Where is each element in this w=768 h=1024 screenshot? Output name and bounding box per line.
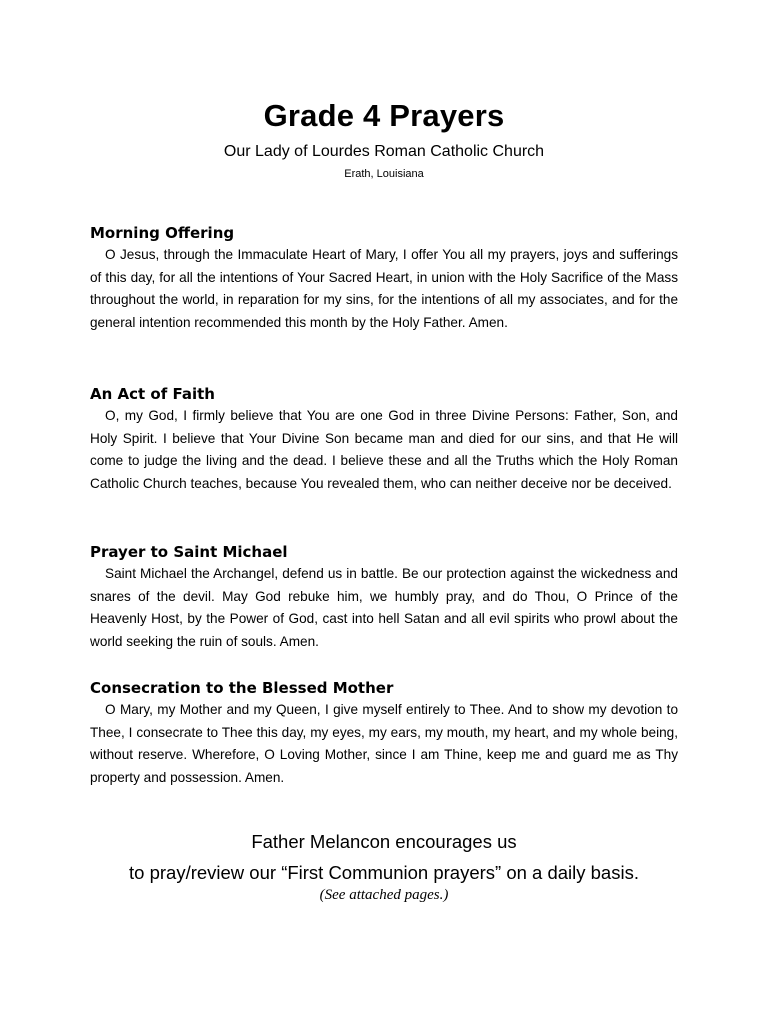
attached-pages-note: (See attached pages.) — [319, 887, 449, 903]
prayer-heading: Morning Offering — [90, 224, 235, 242]
prayer-morning-offering — [90, 222, 678, 334]
prayer-heading: Prayer to Saint Michael — [90, 543, 288, 561]
prayer-consecration — [90, 677, 678, 789]
church-location: Erath, Louisiana — [344, 168, 424, 180]
prayer-saint-michael — [90, 541, 678, 653]
prayer-act-of-faith — [90, 383, 678, 495]
closing-line-1: Father Melancon encourages us — [251, 831, 517, 852]
prayer-text: Saint Michael the Archangel, defend us in battle. Be our protection against the wickedness and snares of the devil. May God rebuke him, we humbly pray, and do Thou, O Prince of the Heavenly Host, by the Power of God, cast into hell Satan and all evil spirits who prowl about the world seeking the ruin of souls. Amen. — [90, 566, 678, 649]
prayer-heading: Consecration to the Blessed Mother — [90, 679, 394, 697]
page-title: Grade 4 Prayers — [263, 98, 505, 133]
prayer-text: O, my God, I firmly believe that You are one God in three Divine Persons: Father, Son, and Holy Spirit. I believe that Your Divine Son became man and died for our sins, and that He will come to judge the living and the dead. I believe these and all the Truths which the Holy Roman Catholic Church teaches, because You revealed them, who can neither deceive nor be deceived. — [90, 408, 678, 491]
closing-message — [90, 826, 678, 888]
church-name: Our Lady of Lourdes Roman Catholic Church — [223, 143, 545, 160]
prayer-text: O Jesus, through the Immaculate Heart of Mary, I offer You all my prayers, joys and sufferings of this day, for all the intentions of Your Sacred Heart, in union with the Holy Sacrifice of the Mass throughout the world, in reparation for my sins, for the intentions of all my associates, and for the general intention recommended this month by the Holy Father. Amen. — [90, 247, 678, 330]
prayer-text: O Mary, my Mother and my Queen, I give myself entirely to Thee. And to show my devotion to Thee, I consecrate to Thee this day, my eyes, my ears, my mouth, my heart, and my whole being, without reserve. Wherefore, O Loving Mother, since I am Thine, keep me and guard me as Thy property and possession. Amen. — [90, 702, 678, 785]
closing-line-2: to pray/review our “First Communion prayers” on a daily basis. — [129, 862, 639, 883]
prayer-heading: An Act of Faith — [90, 385, 215, 403]
